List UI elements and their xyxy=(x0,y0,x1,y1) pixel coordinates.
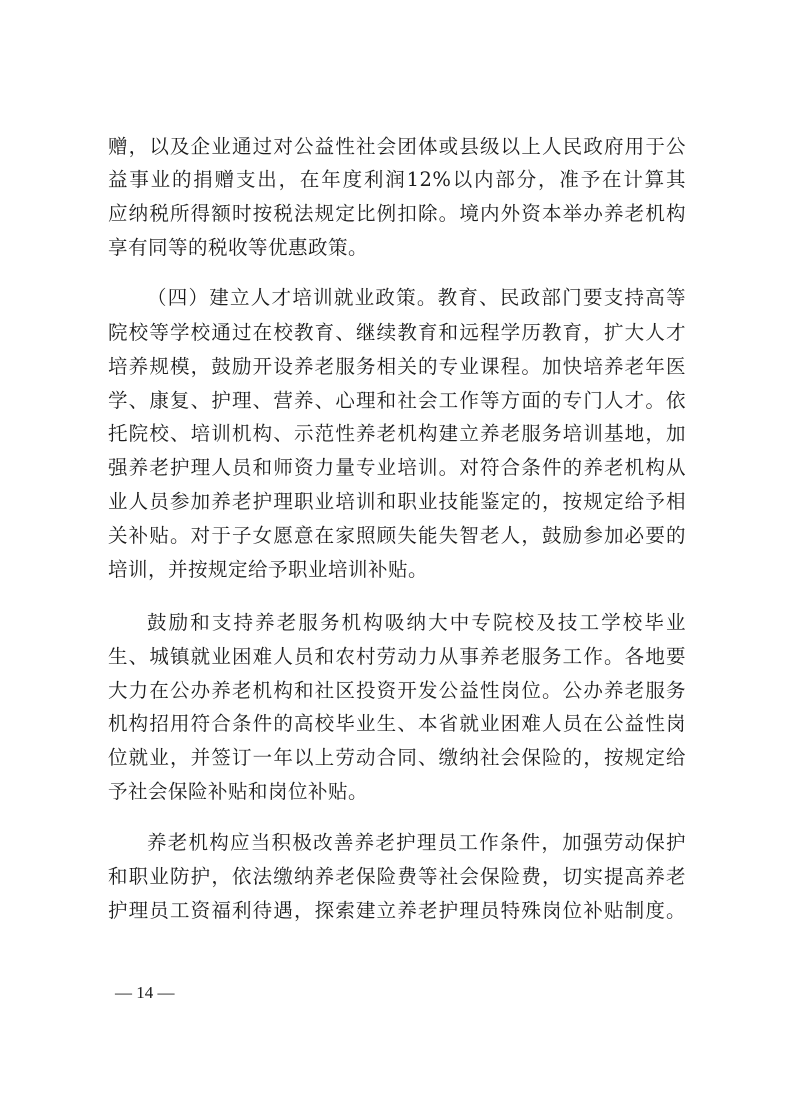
paragraph-line: 培训，并按规定给予职业培训补贴。 xyxy=(108,558,429,581)
paragraph-line: 业人员参加养老护理职业培训和职业技能鉴定的，按规定给予相 xyxy=(108,490,686,513)
paragraph-line: 生、城镇就业困难人员和农村劳动力从事养老服务工作。各地要 xyxy=(108,645,686,668)
paragraph-line: 护理员工资福利待遇，探索建立养老护理员特殊岗位补贴制度。 xyxy=(108,899,686,922)
paragraph-line: 托院校、培训机构、示范性养老机构建立养老服务培训基地，加 xyxy=(108,422,686,445)
paragraph-line: 鼓励和支持养老服务机构吸纳大中专院校及技工学校毕业 xyxy=(147,611,686,634)
section-heading-line: （四）建立人才培训就业政策。教育、民政部门要支持高等 xyxy=(147,286,686,309)
paragraph-line: 培养规模，鼓励开设养老服务相关的专业课程。加快培养老年医 xyxy=(108,355,686,378)
paragraph-line: 和职业防护，依法缴纳养老保险费等社会保险费，切实提高养老 xyxy=(108,865,686,888)
paragraph-line: 院校等学校通过在校教育、继续教育和远程学历教育，扩大人才 xyxy=(108,321,686,344)
paragraph-line: 关补贴。对于子女愿意在家照顾失能失智老人，鼓励参加必要的 xyxy=(108,524,686,547)
paragraph-line: 赠，以及企业通过对公益性社会团体或县级以上人民政府用于公 xyxy=(108,135,686,158)
paragraph-line: 位就业，并签订一年以上劳动合同、缴纳社会保险的，按规定给 xyxy=(108,746,686,769)
paragraph-line: 益事业的捐赠支出，在年度利润12%以内部分，准予在计算其 xyxy=(108,168,686,191)
paragraph-line: 享有同等的税收等优惠政策。 xyxy=(108,236,369,259)
paragraph-line: 大力在公办养老机构和社区投资开发公益性岗位。公办养老服务 xyxy=(108,679,686,702)
paragraph-line: 学、康复、护理、营养、心理和社会工作等方面的专门人才。依 xyxy=(108,389,686,412)
paragraph-line: 强养老护理人员和师资力量专业培训。对符合条件的养老机构从 xyxy=(108,456,686,479)
paragraph-line: 养老机构应当积极改善养老护理员工作条件，加强劳动保护 xyxy=(147,831,686,854)
paragraph-line: 予社会保险补贴和岗位补贴。 xyxy=(108,780,369,803)
paragraph-line: 应纳税所得额时按税法规定比例扣除。境内外资本举办养老机构 xyxy=(108,202,686,225)
paragraph-line: 机构招用符合条件的高校毕业生、本省就业困难人员在公益性岗 xyxy=(108,712,686,735)
page-number: — 14 — xyxy=(115,983,175,1002)
